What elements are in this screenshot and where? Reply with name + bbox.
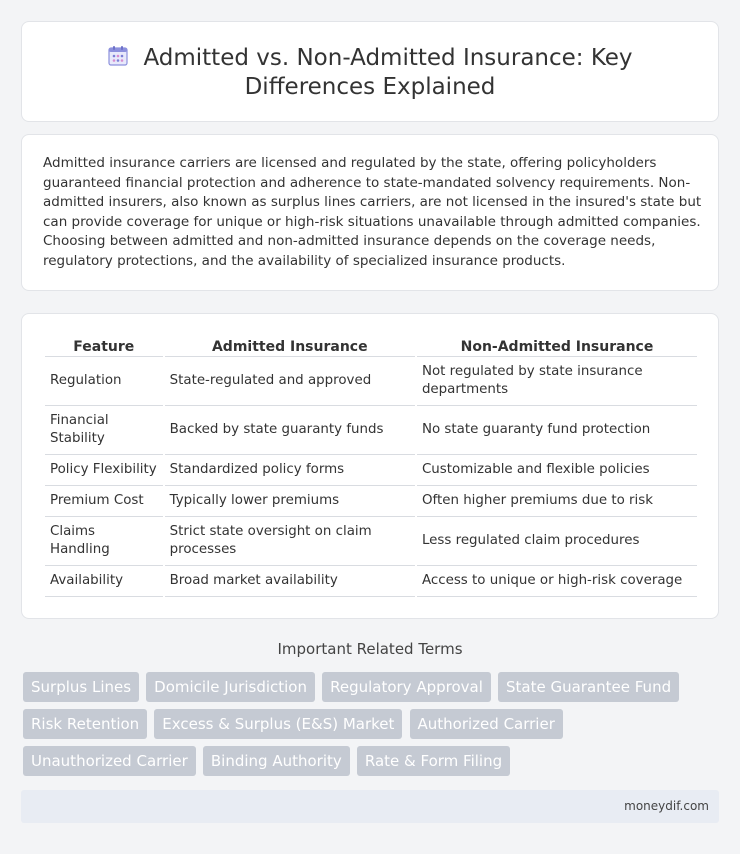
cell-admitted: Backed by state guaranty funds [165, 406, 415, 455]
table-row [45, 566, 697, 597]
cell-admitted: Strict state oversight on claim processes [165, 517, 415, 566]
page-title: Admitted vs. Non-Admitted Insurance: Key Differences Explained [143, 45, 633, 100]
cell-non-admitted: No state guaranty fund protection [417, 406, 697, 455]
tag-authorized-carrier[interactable]: Authorized Carrier [410, 709, 563, 739]
header-feature: Feature [45, 335, 163, 357]
calendar-grid-icon [107, 45, 129, 67]
comparison-table-card [21, 313, 719, 619]
table-row [45, 486, 697, 517]
cell-non-admitted: Customizable and flexible policies [417, 455, 697, 486]
header-non-admitted: Non-Admitted Insurance [417, 335, 697, 357]
cell-admitted: Standardized policy forms [165, 455, 415, 486]
tag-surplus-lines[interactable]: Surplus Lines [23, 672, 139, 702]
cell-feature: Premium Cost [45, 486, 163, 517]
cell-feature: Financial Stability [45, 406, 163, 455]
cell-feature: Availability [45, 566, 163, 597]
footer-site-label: moneydif.com [624, 799, 709, 813]
cell-non-admitted: Not regulated by state insurance departments [417, 357, 697, 406]
tag-unauthorized-carrier[interactable]: Unauthorized Carrier [23, 746, 196, 776]
tag-domicile-jurisdiction[interactable]: Domicile Jurisdiction [146, 672, 315, 702]
tag-excess-surplus-market[interactable]: Excess & Surplus (E&S) Market [154, 709, 402, 739]
cell-feature: Policy Flexibility [45, 455, 163, 486]
header-admitted: Admitted Insurance [165, 335, 415, 357]
cell-non-admitted: Often higher premiums due to risk [417, 486, 697, 517]
table-row [45, 455, 697, 486]
cell-admitted: Typically lower premiums [165, 486, 415, 517]
table-row [45, 357, 697, 406]
table-header-row [45, 335, 697, 357]
cell-non-admitted: Access to unique or high-risk coverage [417, 566, 697, 597]
comparison-table [43, 335, 699, 597]
title-card [21, 21, 719, 122]
cell-admitted: State-regulated and approved [165, 357, 415, 406]
tag-state-guarantee-fund[interactable]: State Guarantee Fund [498, 672, 679, 702]
intro-paragraph: Admitted insurance carriers are licensed and regulated by the state, offering policyholders guaranteed financial protection and adherence to state-mandated solvency requirements. Non-admitted insurers, also known as surplus lines carriers, are not licensed in the insured's state but can provide coverage for unique or high-risk situations unavailable through admitted companies. Choosing between admitted and non-admitted insurance depends on the coverage needs, regulatory protections, and the availability of specialized insurance products. [43, 155, 702, 269]
cell-feature: Claims Handling [45, 517, 163, 566]
footer-bar [21, 790, 719, 823]
page-title-wrap [22, 44, 718, 102]
related-terms-list [23, 672, 723, 783]
tag-binding-authority[interactable]: Binding Authority [203, 746, 350, 776]
tag-rate-form-filing[interactable]: Rate & Form Filing [357, 746, 510, 776]
cell-admitted: Broad market availability [165, 566, 415, 597]
table-row [45, 517, 697, 566]
table-row [45, 406, 697, 455]
tag-regulatory-approval[interactable]: Regulatory Approval [322, 672, 491, 702]
related-terms-heading: Important Related Terms [277, 640, 463, 658]
cell-feature: Regulation [45, 357, 163, 406]
tag-risk-retention[interactable]: Risk Retention [23, 709, 147, 739]
cell-non-admitted: Less regulated claim procedures [417, 517, 697, 566]
intro-card [21, 134, 719, 291]
